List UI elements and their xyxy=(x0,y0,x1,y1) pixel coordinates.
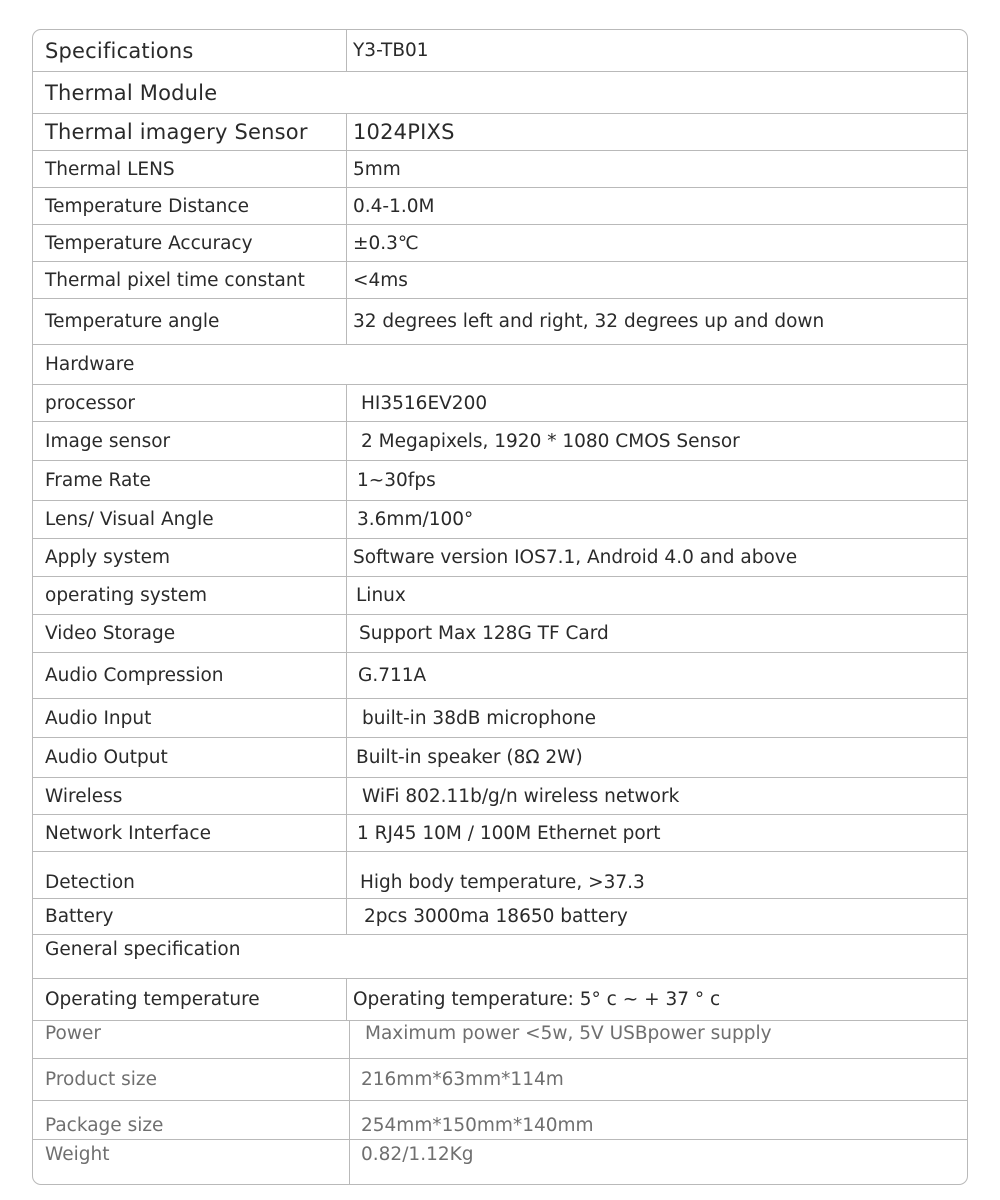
section-thermal-module xyxy=(33,72,967,114)
table-row xyxy=(33,899,967,935)
spec-label: Lens/ Visual Angle xyxy=(45,509,214,530)
table-row xyxy=(33,262,967,299)
spec-label: Audio Compression xyxy=(45,665,224,686)
table-row xyxy=(33,577,967,615)
column-divider xyxy=(349,1021,350,1058)
table-row xyxy=(33,852,967,899)
spec-label: Product size xyxy=(45,1069,157,1090)
spec-label: operating system xyxy=(45,585,208,606)
spec-value: Maximum power <5w, 5V USBpower supply xyxy=(365,1023,772,1044)
spec-value: 1024PIXS xyxy=(353,120,455,144)
column-divider xyxy=(346,422,347,460)
table-row xyxy=(33,299,967,345)
column-divider xyxy=(349,1059,350,1100)
column-divider xyxy=(346,262,347,298)
column-divider xyxy=(346,899,347,934)
spec-label: Detection xyxy=(45,871,135,893)
header-label: Specifications xyxy=(45,38,194,63)
spec-label: Thermal pixel time constant xyxy=(45,269,305,291)
spec-value: Operating temperature: 5° c ~ + 37 ° c xyxy=(353,989,721,1010)
column-divider xyxy=(349,1101,350,1139)
column-divider xyxy=(346,114,347,150)
column-divider xyxy=(346,299,347,344)
spec-label: Thermal imagery Sensor xyxy=(45,120,308,144)
table-row xyxy=(33,653,967,699)
column-divider xyxy=(346,539,347,576)
spec-table xyxy=(32,29,968,1185)
column-divider xyxy=(346,653,347,698)
table-row xyxy=(33,114,967,151)
spec-value: 216mm*63mm*114m xyxy=(361,1069,564,1090)
column-divider xyxy=(346,852,347,898)
spec-label: Network Interface xyxy=(45,822,211,844)
spec-value: 2pcs 3000ma 18650 battery xyxy=(364,906,628,927)
spec-label: Audio Input xyxy=(45,707,152,729)
column-divider xyxy=(346,699,347,737)
table-row xyxy=(33,1059,967,1101)
spec-value: Built-in speaker (8Ω 2W) xyxy=(356,747,583,768)
spec-value: HI3516EV200 xyxy=(361,392,488,414)
spec-label: Temperature Distance xyxy=(45,195,249,217)
table-row xyxy=(33,422,967,461)
spec-value: Support Max 128G TF Card xyxy=(359,623,609,644)
spec-value: 1 RJ45 10M / 100M Ethernet port xyxy=(357,822,661,844)
table-row xyxy=(33,539,967,577)
section-hardware xyxy=(33,345,967,385)
spec-value: built-in 38dB microphone xyxy=(362,707,597,729)
column-divider xyxy=(346,615,347,652)
section-title: Hardware xyxy=(45,354,135,375)
table-row xyxy=(33,461,967,501)
column-divider xyxy=(349,1140,350,1185)
spec-value: 5mm xyxy=(353,158,401,180)
spec-label: Apply system xyxy=(45,547,170,568)
spec-value: 254mm*150mm*140mm xyxy=(361,1114,594,1136)
spec-value: ±0.3℃ xyxy=(353,232,419,254)
table-row xyxy=(33,501,967,539)
column-divider xyxy=(346,815,347,851)
section-title: General specification xyxy=(45,939,241,960)
spec-label: Frame Rate xyxy=(45,470,151,491)
column-divider xyxy=(346,501,347,538)
column-divider xyxy=(346,778,347,814)
spec-label: Battery xyxy=(45,906,114,927)
spec-value: Software version IOS7.1, Android 4.0 and above xyxy=(353,547,798,568)
spec-label: Audio Output xyxy=(45,747,168,768)
table-row xyxy=(33,778,967,815)
table-row xyxy=(33,225,967,262)
spec-label: Power xyxy=(45,1023,101,1044)
spec-label: Wireless xyxy=(45,785,123,807)
spec-value: 3.6mm/100° xyxy=(357,509,474,530)
table-row xyxy=(33,385,967,422)
table-row xyxy=(33,815,967,852)
spec-value: Linux xyxy=(356,585,406,606)
table-row xyxy=(33,699,967,738)
column-divider xyxy=(346,577,347,614)
spec-value: 0.4-1.0M xyxy=(353,195,435,217)
table-row xyxy=(33,1101,967,1140)
spec-value: WiFi 802.11b/g/n wireless network xyxy=(362,785,680,807)
spec-value: <4ms xyxy=(353,269,408,291)
spec-label: Thermal LENS xyxy=(45,158,175,180)
table-row xyxy=(33,979,967,1021)
column-divider xyxy=(346,461,347,500)
spec-value: 2 Megapixels, 1920 * 1080 CMOS Sensor xyxy=(361,430,740,452)
table-row xyxy=(33,615,967,653)
spec-label: Weight xyxy=(45,1144,110,1165)
section-general-specification xyxy=(33,935,967,979)
column-divider xyxy=(346,30,347,71)
spec-value: G.711A xyxy=(358,665,427,686)
column-divider xyxy=(346,151,347,187)
table-header-row xyxy=(33,30,967,72)
spec-label: Video Storage xyxy=(45,623,176,644)
table-row xyxy=(33,1140,967,1185)
model-number: Y3-TB01 xyxy=(353,40,429,61)
spec-value: High body temperature, >37.3 xyxy=(360,871,645,893)
column-divider xyxy=(346,738,347,777)
spec-label: Temperature angle xyxy=(45,311,220,332)
spec-label: Image sensor xyxy=(45,430,171,452)
column-divider xyxy=(346,979,347,1020)
column-divider xyxy=(346,225,347,261)
spec-value: 0.82/1.12Kg xyxy=(361,1144,474,1165)
column-divider xyxy=(346,385,347,421)
table-row xyxy=(33,188,967,225)
spec-label: Temperature Accuracy xyxy=(45,232,253,254)
table-row xyxy=(33,1021,967,1059)
spec-value: 32 degrees left and right, 32 degrees up and down xyxy=(353,311,825,332)
column-divider xyxy=(346,188,347,224)
spec-label: Operating temperature xyxy=(45,989,260,1010)
spec-value: 1~30fps xyxy=(357,470,436,491)
table-row xyxy=(33,738,967,778)
table-row xyxy=(33,151,967,188)
section-title: Thermal Module xyxy=(45,80,218,105)
spec-label: Package size xyxy=(45,1114,164,1136)
spec-label: processor xyxy=(45,392,136,414)
